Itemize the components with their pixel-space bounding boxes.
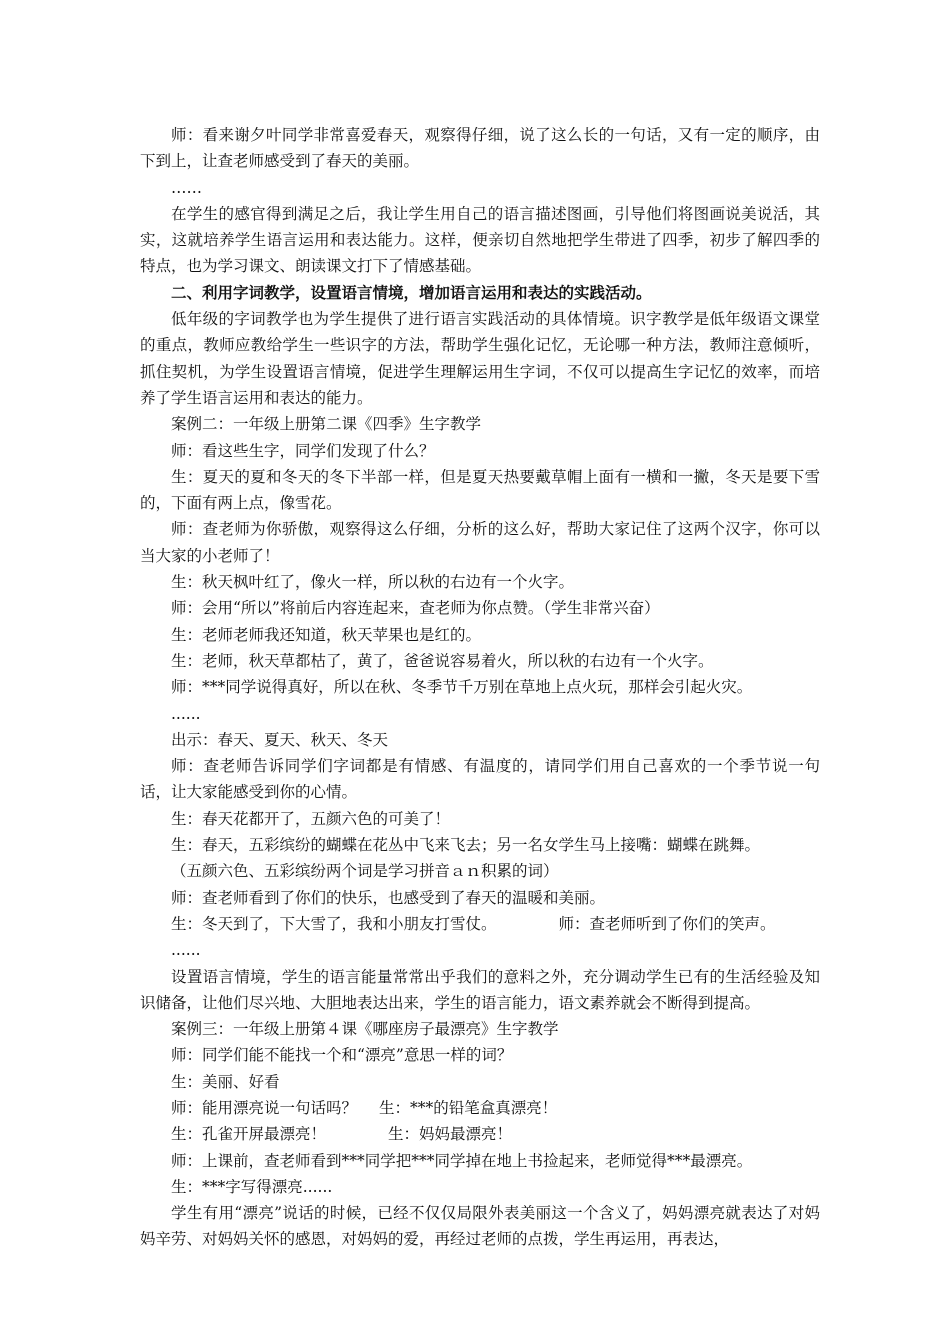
dialogue-line: 生：老师，秋天草都枯了，黄了，爸爸说容易着火，所以秋的右边有一个火字。 [171, 651, 714, 670]
student-line: 生：妈妈最漂亮！ [388, 1125, 513, 1144]
ellipsis: …… [171, 178, 202, 197]
dialogue-line: 生：老师老师我还知道，秋天苹果也是红的。 [171, 625, 482, 644]
dialogue-line: 师：同学们能不能找一个和“漂亮”意思一样的词？ [171, 1046, 513, 1065]
body-paragraph: 低年级的字词教学也为学生提供了进行语言实践活动的具体情境。识字教学是低年级语文课堂的重点，教师应教给学生一些识字的方法，帮助学生强化记忆，无论哪一种方法，教师注意倾听，抓住契机，为学生设置语言情境，促进学生理解运用生字词，不仅可以提高生字记忆的效率，而培养了学生语言运用和表达的能力。 [140, 310, 820, 407]
dialogue-line: 生：春天花都开了，五颜六色的可美了！ [171, 809, 451, 828]
case-heading: 案例三：一年级上册第４课《哪座房子最漂亮》生字教学 [171, 1020, 559, 1039]
dialogue-line: 生：夏天的夏和冬天的冬下半部一样，但是夏天热要戴草帽上面有一横和一撇，冬天是要下雪的，下面有两上点，像雪花。 [140, 467, 820, 513]
dialogue-line: 师：查老师为你骄傲，观察得这么仔细，分析的这么好，帮助大家记住了这两个汉字，你可以当大家的小老师了！ [140, 520, 820, 565]
teacher-line: 师：能用漂亮说一句话吗？ [171, 1098, 358, 1117]
ellipsis: ...... [171, 704, 201, 723]
dialogue-paragraph: 师：看来谢夕叶同学非常喜爱春天，观察得仔细，说了这么长的一句话，又有一定的顺序，由下到上，让查老师感受到了春天的美丽。 [140, 126, 820, 171]
dialogue-line: 师：看这些生字，同学们发现了什么？ [171, 441, 435, 460]
body-paragraph: 设置语言情境，学生的语言能量常常出乎我们的意料之外，充分调动学生已有的生活经验及知识储备，让他们尽兴地、大胆地表达出来，学生的语言能力，语文素养就会不断得到提高。 [140, 967, 820, 1012]
student-line: 生：孔雀开屏最漂亮！ [171, 1125, 327, 1144]
dialogue-line: 师：查老师看到了你们的快乐，也感受到了春天的温暖和美丽。 [171, 888, 606, 907]
section-heading: 二、利用字词教学，设置语言情境，增加语言运用和表达的实践活动。 [171, 282, 652, 302]
dialogue-line: 出示：春天、夏天、秋天、冬天 [171, 730, 389, 749]
dialogue-line: 师：上课前，查老师看到***同学把***同学掉在地上书捡起来，老师觉得***最漂亮。 [171, 1151, 753, 1170]
dialogue-line: 生：***字写得漂亮...... [171, 1177, 333, 1196]
note-line: （五颜六色、五彩缤纷两个词是学习拼音ａｎ积累的词） [171, 862, 559, 881]
dialogue-line-pair [140, 911, 820, 937]
dialogue-line-pair [140, 1095, 820, 1121]
dialogue-line: 师：***同学说得真好，所以在秋、冬季节千万别在草地上点火玩，那样会引起火灾。 [171, 678, 753, 697]
dialogue-line: 师：查老师告诉同学们字词都是有情感、有温度的，请同学们用自己喜欢的一个季节说一句话，让大家能感受到你的心情。 [140, 757, 820, 802]
body-paragraph: 在学生的感官得到满足之后，我让学生用自己的语言描述图画，引导他们将图画说美说活，其实，这就培养学生语言运用和表达能力。这样，便亲切自然地把学生带进了四季，初步了解四季的特点，也为学习课文、朗读课文打下了情感基础。 [140, 204, 820, 276]
dialogue-line: 生：美丽、好看 [171, 1072, 280, 1091]
ellipsis: ...... [171, 941, 201, 960]
dialogue-line: 生：春天，五彩缤纷的蝴蝶在花丛中飞来飞去；另一名女学生马上接嘴：蝴蝶在跳舞。 [171, 836, 761, 855]
student-line: 生：冬天到了，下大雪了，我和小朋友打雪仗。 [171, 914, 497, 933]
body-paragraph: 学生有用“漂亮”说话的时候，已经不仅仅局限外表美丽这一个含义了，妈妈漂亮就表达了对妈妈辛劳、对妈妈关怀的感恩，对妈妈的爱，再经过老师的点拨，学生再运用，再表达， [140, 1204, 820, 1249]
dialogue-line-pair [140, 1121, 820, 1147]
student-line: 生：***的铅笔盒真漂亮！ [379, 1098, 558, 1117]
dialogue-line: 生：秋天枫叶红了，像火一样，所以秋的右边有一个火字。 [171, 573, 575, 592]
case-heading: 案例二：一年级上册第二课《四季》生字教学 [171, 415, 482, 434]
dialogue-line: 师：会用“所以”将前后内容连起来，查老师为你点赞。（学生非常兴奋） [171, 599, 660, 618]
document-body [140, 122, 820, 1253]
teacher-line: 师：查老师听到了你们的笑声。 [558, 914, 776, 933]
